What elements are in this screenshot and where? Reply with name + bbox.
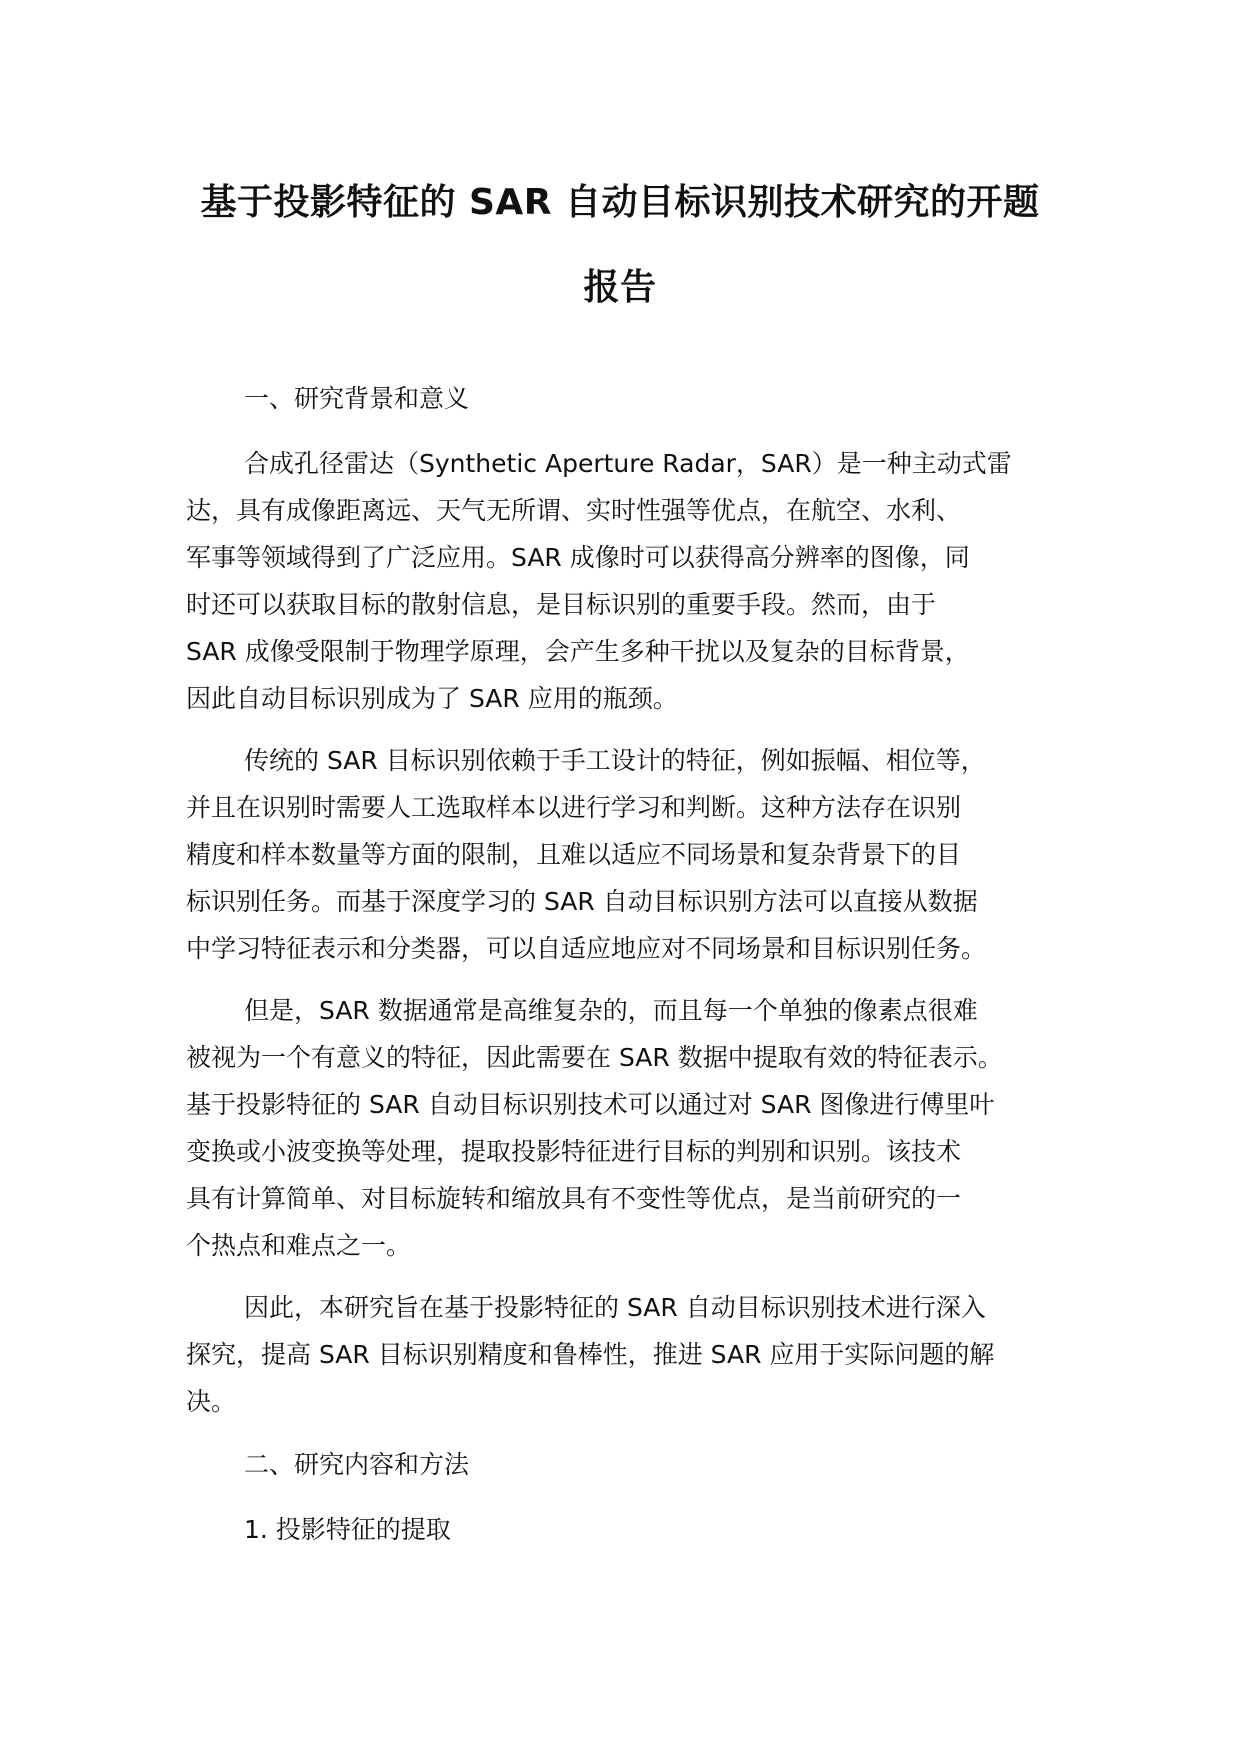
subsection-1-heading: 1. 投影特征的提取	[244, 1515, 451, 1544]
paragraph-3-line: 但是，SAR 数据通常是高维复杂的，而且每一个单独的像素点很难	[244, 996, 978, 1025]
paragraph-1-line: 因此自动目标识别成为了 SAR 应用的瓶颈。	[186, 684, 678, 713]
paragraph-4-line: 因此，本研究旨在基于投影特征的 SAR 自动目标识别技术进行深入	[244, 1293, 986, 1322]
paragraph-3-line: 个热点和难点之一。	[186, 1231, 412, 1260]
paragraph-1-line: 合成孔径雷达（Synthetic Aperture Radar，SAR）是一种主动式雷	[244, 449, 1012, 478]
paragraph-3-line: 变换或小波变换等处理，提取投影特征进行目标的判别和识别。该技术	[186, 1137, 962, 1166]
paragraph-1	[186, 440, 1086, 722]
paragraph-2-line: 标识别任务。而基于深度学习的 SAR 自动目标识别方法可以直接从数据	[186, 887, 978, 916]
section-2-heading: 二、研究内容和方法	[244, 1450, 470, 1479]
document-title-line-2: 报告	[583, 267, 657, 308]
paragraph-2-line: 精度和样本数量等方面的限制，且难以适应不同场景和复杂背景下的目	[186, 840, 962, 869]
paragraph-3-line: 具有计算简单、对目标旋转和缩放具有不变性等优点，是当前研究的一	[186, 1184, 962, 1213]
paragraph-1-line: 时还可以获取目标的散射信息，是目标识别的重要手段。然而，由于	[186, 590, 937, 619]
paragraph-4-line: 探究，提高 SAR 目标识别精度和鲁棒性，推进 SAR 应用于实际问题的解	[186, 1340, 995, 1369]
document-title-line-1: 基于投影特征的 SAR 自动目标识别技术研究的开题	[200, 182, 1040, 223]
paragraph-4-line: 决。	[186, 1387, 237, 1416]
paragraph-2	[186, 737, 1086, 972]
paragraph-3-line: 基于投影特征的 SAR 自动目标识别技术可以通过对 SAR 图像进行傅里叶	[186, 1090, 995, 1119]
paragraph-2-line: 传统的 SAR 目标识别依赖于手工设计的特征，例如振幅、相位等，	[244, 746, 986, 775]
paragraph-3-line: 被视为一个有意义的特征，因此需要在 SAR 数据中提取有效的特征表示。	[186, 1043, 1003, 1072]
paragraph-2-line: 中学习特征表示和分类器，可以自适应地应对不同场景和目标识别任务。	[186, 934, 987, 963]
paragraph-3	[186, 987, 1086, 1269]
paragraph-2-line: 并且在识别时需要人工选取样本以进行学习和判断。这种方法存在识别	[186, 793, 962, 822]
section-1-heading: 一、研究背景和意义	[244, 384, 470, 413]
paragraph-1-line: 军事等领域得到了广泛应用。SAR 成像时可以获得高分辨率的图像，同	[186, 543, 970, 572]
paragraph-4	[186, 1284, 1086, 1425]
paragraph-1-line: 达，具有成像距离远、天气无所谓、实时性强等优点，在航空、水利、	[186, 496, 962, 525]
paragraph-1-line: SAR 成像受限制于物理学原理，会产生多种干扰以及复杂的目标背景，	[186, 637, 970, 666]
